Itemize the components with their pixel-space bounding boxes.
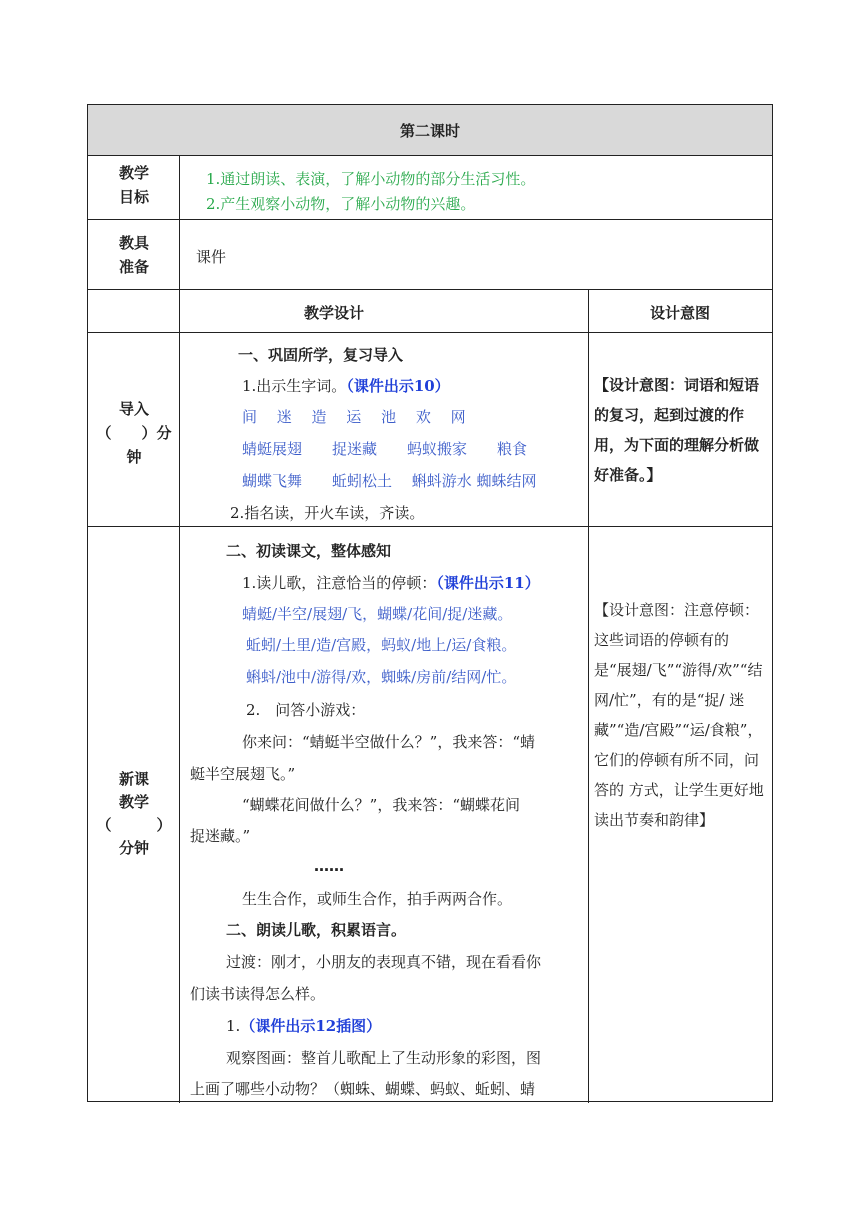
intro-label (88, 397, 180, 469)
pause-line-2: 蚯蚓/土里/造/宫殿，蚂蚁/地上/运/食粮。 (246, 636, 517, 654)
tools-value: 课件 (196, 248, 227, 266)
qa-line-1b: 蜓半空展翅飞。” (190, 765, 296, 783)
lesson-plan-table (87, 104, 773, 1102)
column-divider (179, 155, 180, 1103)
qa-line-2a: “蝴蝶花间做什么？”，我来答：“蝴蝶花间 (242, 796, 521, 814)
goal-item-1: 1.通过朗读、表演，了解小动物的部分生活习性。 (206, 170, 536, 188)
newlesson-label-line2: 教学 (118, 793, 149, 811)
transition-line-b: 们读书读得怎么样。 (190, 985, 326, 1003)
newlesson-label-line1: 新课 (118, 770, 149, 788)
intro-label-line2: （ ）分 (96, 424, 172, 442)
pause-line-1: 蜻蜓/半空/展翅/飞，蝴蝶/花间/捉/迷藏。 (242, 605, 513, 623)
picture-line-number: 1. (226, 1017, 241, 1035)
tools-label (88, 231, 180, 279)
ellipsis: …… (314, 857, 344, 875)
lesson-title: 第二课时 (88, 105, 772, 155)
intro-line2: 2.指名读，开火车读，齐读。 (230, 504, 425, 522)
qa-line-1a: 你来问：“蜻蜓半空做什么？”，我来答：“蜻 (242, 733, 536, 751)
pause-line-3: 蝌蚪/池中/游得/欢，蜘蛛/房前/结网/忙。 (246, 668, 517, 686)
divider (88, 332, 772, 333)
newlesson-label-line3: （ ） (96, 816, 172, 834)
qa-line-2b: 捉迷藏。” (190, 827, 251, 845)
intro-line1-text: 1.出示生字词。 (242, 377, 347, 395)
intro-intent: 【设计意图：词语和短语的复习，起到过渡的作用，为下面的理解分析做好准备。】 (594, 376, 760, 484)
divider (88, 289, 772, 290)
read-instruction (242, 572, 540, 593)
newlesson-intent: 【设计意图：注意停顿：这些词语的停顿有的是“展翅/飞”“游得/欢”“结网/忙”，有的是“捉/ 迷藏”“造/宫殿”“运/食粮”，它们的停顿有所不同，问答的 方式，让学生更好地读出节奏和韵律】 (594, 601, 764, 829)
word-row-2: 蜻蜓展翅 捉迷藏 蚂蚁搬家 粮食 (242, 440, 528, 458)
picture-line (226, 1015, 381, 1036)
goals-label (88, 161, 180, 209)
design-header: 教学设计 (304, 304, 365, 322)
goals-label-line1: 教学 (118, 164, 149, 182)
newlesson-heading2: 二、朗读儿歌，积累语言。 (226, 921, 407, 939)
courseware-ref: （课件出示11） (436, 574, 540, 592)
column-divider (588, 289, 589, 1103)
goals-label-line2: 目标 (118, 188, 149, 206)
newlesson-label-line4: 分钟 (118, 839, 149, 857)
cooperate-line: 生生合作，或师生合作，拍手两两合作。 (242, 890, 513, 908)
intro-line1 (242, 375, 450, 396)
courseware-ref: （课件出示12插图） (240, 1017, 382, 1035)
intent-header: 设计意图 (650, 304, 711, 322)
goal-item-2: 2.产生观察小动物，了解小动物的兴趣。 (206, 195, 476, 213)
observe-line-b: 上画了哪些小动物？（蜘蛛、蝴蝶、蚂蚁、蚯蚓、蜻 (190, 1080, 536, 1098)
observe-line-a: 观察图画：整首儿歌配上了生动形象的彩图，图 (226, 1049, 542, 1067)
read-instruction-text: 1.读儿歌，注意恰当的停顿： (242, 574, 437, 592)
word-row-1: 间 迷 造 运 池 欢 网 (242, 408, 466, 426)
divider (88, 526, 772, 527)
intro-label-line3: 钟 (126, 448, 142, 466)
intro-label-line1: 导入 (118, 400, 149, 418)
divider (88, 155, 772, 156)
transition-line-a: 过渡：刚才，小朋友的表现真不错，现在看看你 (226, 953, 542, 971)
tools-label-line2: 准备 (118, 258, 149, 276)
word-row-3: 蝴蝶飞舞 蚯蚓松土 蝌蚪游水 蜘蛛结网 (242, 472, 537, 490)
game-line: 2. 问答小游戏： (246, 701, 366, 719)
newlesson-label (88, 768, 180, 860)
divider (88, 219, 772, 220)
tools-label-line1: 教具 (118, 234, 149, 252)
courseware-ref: （课件出示10） (346, 377, 450, 395)
newlesson-heading: 二、初读课文，整体感知 (226, 542, 392, 560)
intro-heading: 一、巩固所学，复习导入 (238, 346, 404, 364)
